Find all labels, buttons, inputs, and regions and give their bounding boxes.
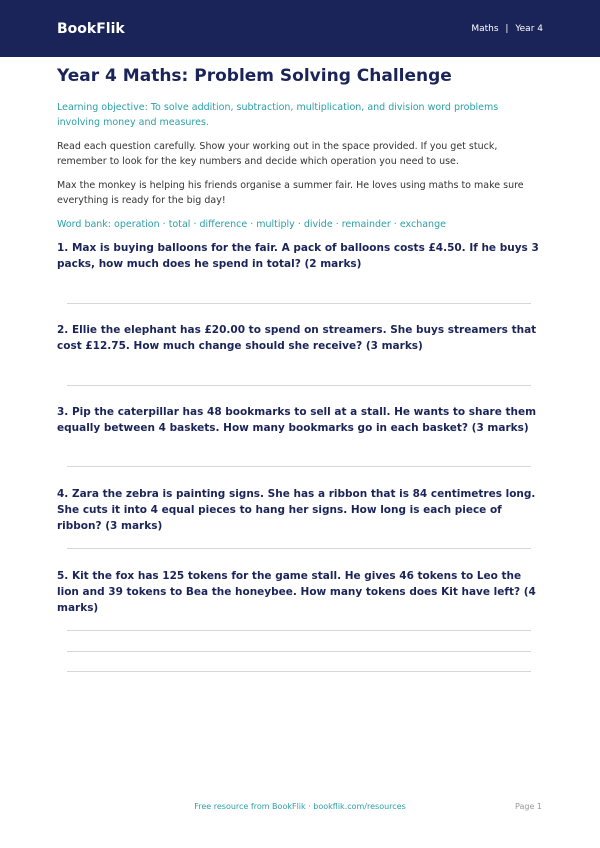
brand-logo[interactable]: BookFlik: [57, 20, 125, 37]
answer-line-4[interactable]: [67, 548, 531, 549]
answer-line-3[interactable]: [67, 466, 531, 467]
header-bar: [0, 0, 600, 57]
story-text: Max the monkey is helping his friends organise a summer fair. He loves using maths to make sure everything is ready for the big day!: [57, 180, 524, 206]
header-subject: Maths: [471, 23, 499, 34]
header-separator: |: [505, 23, 509, 34]
header-meta: [471, 24, 543, 34]
question-3: 3. Pip the caterpillar has 48 bookmarks to sell at a stall. He wants to share them equally between 4 baskets. How many bookmarks go in each basket? (3 marks): [57, 406, 537, 434]
question-4: 4. Zara the zebra is painting signs. She has a ribbon that is 84 centimetres long. She cuts it into 4 equal pieces to hang her signs. How long is each piece of ribbon? (3 marks): [57, 488, 536, 532]
learning-objective: Learning objective: To solve addition, subtraction, multiplication, and division word problems involving money and measures.: [57, 102, 499, 128]
question-5: 5. Kit the fox has 125 tokens for the game stall. He gives 46 tokens to Leo the lion and 39 tokens to Bea the honeybee. How many tokens does Kit have left? (4 marks): [57, 570, 536, 614]
question-1: 1. Max is buying balloons for the fair. A pack of balloons costs £4.50. If he buys 3 packs, how much does he spend in total? (2 marks): [57, 242, 539, 270]
footer-resource-link[interactable]: Free resource from BookFlik · bookflik.com/resources: [194, 802, 406, 811]
answer-line-2[interactable]: [67, 385, 531, 386]
page-title: Year 4 Maths: Problem Solving Challenge: [57, 66, 452, 86]
answer-line-1[interactable]: [67, 303, 531, 304]
page-number: Page 1: [515, 802, 542, 811]
header-year: Year 4: [515, 23, 543, 34]
question-2: 2. Ellie the elephant has £20.00 to spend on streamers. She buys streamers that cost £12.75. How much change should she receive? (3 marks): [57, 324, 537, 352]
word-bank: Word bank: operation · total · difference · multiply · divide · remainder · exchange: [57, 219, 446, 230]
answer-line-5a[interactable]: [67, 630, 531, 631]
instructions-text: Read each question carefully. Show your working out in the space provided. If you get stuck, remember to look for the key numbers and decide which operation you need to use.: [57, 141, 498, 167]
intro-section: [57, 64, 543, 232]
answer-line-5c[interactable]: [67, 671, 531, 672]
answer-line-5b[interactable]: [67, 651, 531, 652]
